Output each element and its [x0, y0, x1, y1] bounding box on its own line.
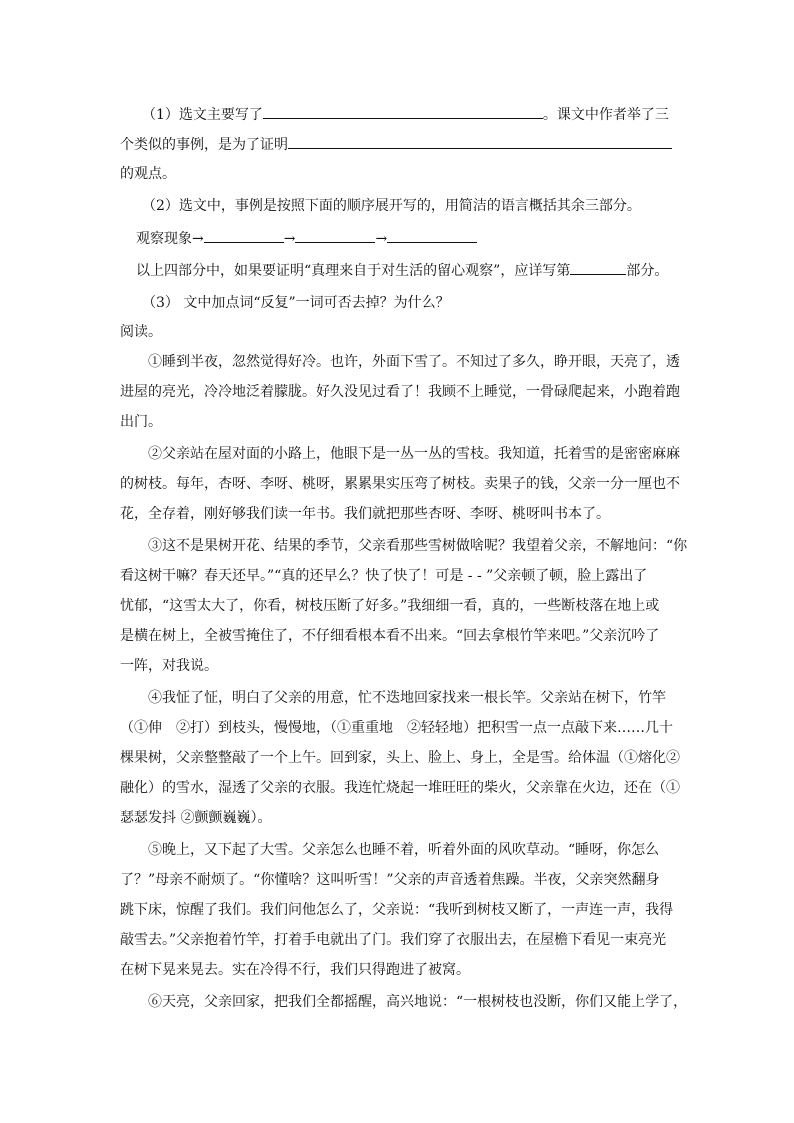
reading-line: 进屋的亮光，冷冷地泛着朦胧。好久没见过看了！我顾不上睡觉，一骨碌爬起来，小跑着跑: [120, 384, 680, 400]
reading-line: 跳下床，惊醒了我们。我们问他怎么了，父亲说：“我听到树枝又断了，一声连一声，我得: [120, 902, 674, 918]
question-1-line-2: [120, 134, 680, 155]
reading-line: ③这不是果树开花、结果的季节，父亲看那些雪树做啥呢？我望着父亲，不解地问：“你: [148, 538, 688, 554]
question-2-line-3: [136, 260, 696, 281]
reading-line: 一阵，对我说。: [120, 658, 218, 674]
reading-line: 忧郁，“这雪太大了，你看，树枝压断了好多。”我细细一看，真的，一些断枝落在地上或: [120, 598, 660, 614]
arrow-icon: →: [192, 231, 204, 247]
question-3-text: （3） 文中加点词“反复”一词可否去掉？为什么？: [142, 295, 450, 311]
answer-blank[interactable]: [204, 228, 284, 243]
question-3-line: [142, 293, 702, 313]
reading-line: （①伸 ②打）到枝头，慢慢地，（①重重地 ②轻轻地）把积雪一点一点敲下来……几十: [120, 720, 673, 736]
answer-blank[interactable]: [288, 134, 672, 149]
reading-line: ⑥天亮，父亲回家，把我们全都摇醒，高兴地说：“一根树枝也没断，你们又能上学了，: [148, 994, 688, 1010]
question-1-text: （1）选文主要写了: [142, 107, 263, 123]
reading-line: ④我怔了怔，明白了父亲的用意，忙不迭地回家找来一根长竿。父亲站在树下，竹竿: [148, 690, 666, 706]
question-1-text: 个类似的事例，是为了证明: [120, 137, 288, 153]
reading-line: 的树枝。每年，杏呀、李呀、桃呀，累累果实压弯了树枝。卖果子的钱，父亲一分一厘也不: [120, 476, 680, 492]
reading-line: 是横在树上，全被雪掩住了，不仔细看根本看不出来。“回去拿根竹竿来吧。”父亲沉吟了: [120, 628, 660, 644]
reading-line: ②父亲站在屋对面的小路上，他眼下是一丛一丛的雪枝。我知道，托着雪的是密密麻麻: [148, 446, 680, 462]
arrow-icon: →: [375, 231, 388, 247]
reading-line: 在树下晃来晃去。实在冷得不行，我们只得跑进了被窝。: [120, 962, 470, 978]
reading-line: 花，全存着，刚好够我们读一年书。我们就把那些杏呀、李呀、桃呀叫书本了。: [120, 506, 610, 522]
reading-line: 融化）的雪水，湿透了父亲的衣服。我连忙烧起一堆旺旺的柴火，父亲靠在火边，还在（①: [120, 780, 680, 796]
question-1-line-3: [120, 164, 680, 184]
reading-line: 瑟瑟发抖 ②颤颤巍巍）。: [120, 810, 272, 826]
question-2-text: 以上四部分中，如果要证明“真理来自于对生活的留心观察”，应详写第: [136, 263, 571, 279]
question-1-text: 。课文中作者举了三: [542, 107, 669, 123]
reading-line: 出门。: [120, 414, 162, 430]
question-1-line-1: [142, 104, 702, 125]
reading-line: ⑤晚上，又下起了大雪。父亲怎么也睡不着，听着外面的风吹草动。“睡呀，你怎么: [148, 842, 660, 858]
reading-line: ①睡到半夜，忽然觉得好冷。也许，外面下雪了。不知过了多久，睁开眼，天亮了，透: [148, 354, 680, 370]
reading-line: 棵果树，父亲整整敲了一个上午。回到家，头上、脸上、身上，全是雪。给体温（①熔化②: [120, 750, 680, 766]
answer-blank[interactable]: [570, 260, 626, 275]
question-2-text: 部分。: [626, 263, 669, 279]
answer-blank[interactable]: [263, 104, 543, 119]
reading-line: 敲雪去。”父亲抱着竹竿，打着手电就出了门。我们穿了衣服出去，在屋檐下看见一束亮光: [120, 932, 667, 948]
arrow-icon: →: [283, 231, 296, 247]
question-2-text: （2）选文中，事例是按照下面的顺序展开写的，用简洁的语言概括其余三部分。: [142, 198, 641, 214]
answer-blank[interactable]: [387, 228, 477, 243]
flow-start-label: 观察现象: [136, 231, 192, 247]
question-2-flow: [136, 228, 696, 249]
question-2-line-1: [142, 196, 702, 216]
answer-blank[interactable]: [295, 228, 375, 243]
reading-line: 了？”母亲不耐烦了。“你懂啥？这叫听雪！”父亲的声音透着焦躁。半夜，父亲突然翻身: [120, 872, 660, 888]
reading-line: 看这树干嘛？春天还早。”“真的还早么？快了快了！可是 - - ”父亲顿了顿，脸上露出了: [120, 568, 648, 584]
reading-heading-text: 阅读。: [120, 324, 162, 340]
reading-heading: [120, 322, 680, 342]
question-1-text: 的观点。: [120, 166, 176, 182]
